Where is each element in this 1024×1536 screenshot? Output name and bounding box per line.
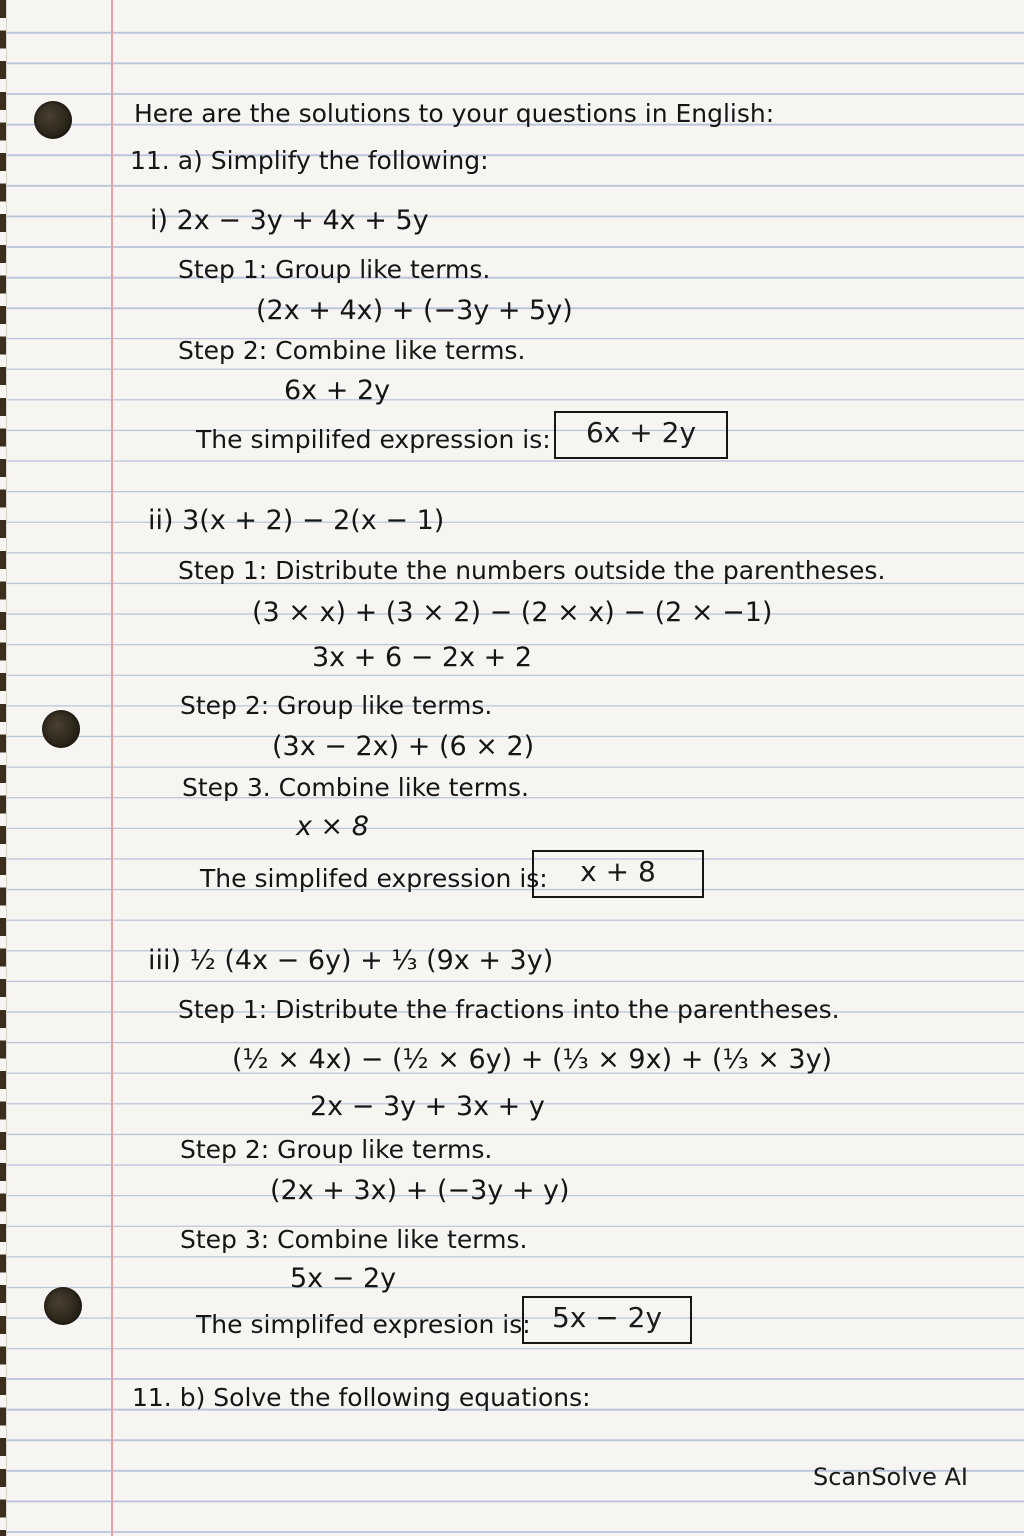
part-1-result-label: The simpilifed expression is: bbox=[196, 425, 551, 454]
part-3-result-box: 5x − 2y bbox=[522, 1296, 692, 1344]
part-2-step-1-math: (3 × x) + (3 × 2) − (2 × x) − (2 × −1) bbox=[252, 597, 773, 628]
punch-hole-top bbox=[34, 101, 72, 139]
part-1-problem: i) 2x − 3y + 4x + 5y bbox=[150, 205, 429, 236]
spiral-binding bbox=[0, 0, 7, 1536]
part-3-step-1-math-2: 2x − 3y + 3x + y bbox=[310, 1091, 545, 1122]
question-11a-title: 11. a) Simplify the following: bbox=[130, 146, 489, 175]
part-1-result-box: 6x + 2y bbox=[554, 411, 728, 459]
part-2-step-2-label: Step 2: Group like terms. bbox=[180, 691, 493, 720]
part-2-result-label: The simplifed expression is: bbox=[200, 864, 548, 893]
margin-line bbox=[111, 0, 113, 1536]
part-3-step-3-math: 5x − 2y bbox=[290, 1263, 397, 1294]
part-2-result-box: x + 8 bbox=[532, 850, 704, 898]
part-2-step-2-math: (3x − 2x) + (6 × 2) bbox=[272, 731, 535, 762]
part-3-problem: iii) ½ (4x − 6y) + ⅓ (9x + 3y) bbox=[148, 945, 554, 976]
part-1-step-1-math: (2x + 4x) + (−3y + 5y) bbox=[256, 295, 573, 326]
part-3-step-2-label: Step 2: Group like terms. bbox=[180, 1135, 493, 1164]
punch-hole-middle bbox=[42, 710, 80, 748]
part-2-step-3-label: Step 3. Combine like terms. bbox=[182, 773, 529, 802]
part-3-result-label: The simplifed expresion is: bbox=[196, 1310, 531, 1339]
part-2-step-1-math-2: 3x + 6 − 2x + 2 bbox=[312, 642, 533, 673]
part-1-step-2-label: Step 2: Combine like terms. bbox=[178, 336, 526, 365]
part-2-step-1-label: Step 1: Distribute the numbers outside the parentheses. bbox=[178, 556, 886, 585]
punch-hole-bottom bbox=[44, 1287, 82, 1325]
question-11b-title: 11. b) Solve the following equations: bbox=[132, 1383, 591, 1412]
part-3-step-1-label: Step 1: Distribute the fractions into the parentheses. bbox=[178, 995, 840, 1024]
part-2-problem: ii) 3(x + 2) − 2(x − 1) bbox=[148, 505, 445, 536]
part-3-step-2-math: (2x + 3x) + (−3y + y) bbox=[270, 1175, 570, 1206]
part-2-step-3-math: x × 8 bbox=[296, 811, 369, 842]
page-heading: Here are the solutions to your questions in English: bbox=[134, 99, 775, 128]
part-1-step-1-label: Step 1: Group like terms. bbox=[178, 255, 491, 284]
part-3-step-3-label: Step 3: Combine like terms. bbox=[180, 1225, 528, 1254]
part-1-step-2-math: 6x + 2y bbox=[284, 375, 391, 406]
footer-brand: ScanSolve AI bbox=[812, 1463, 968, 1491]
part-3-step-1-math: (½ × 4x) − (½ × 6y) + (⅓ × 9x) + (⅓ × 3y) bbox=[232, 1044, 833, 1075]
